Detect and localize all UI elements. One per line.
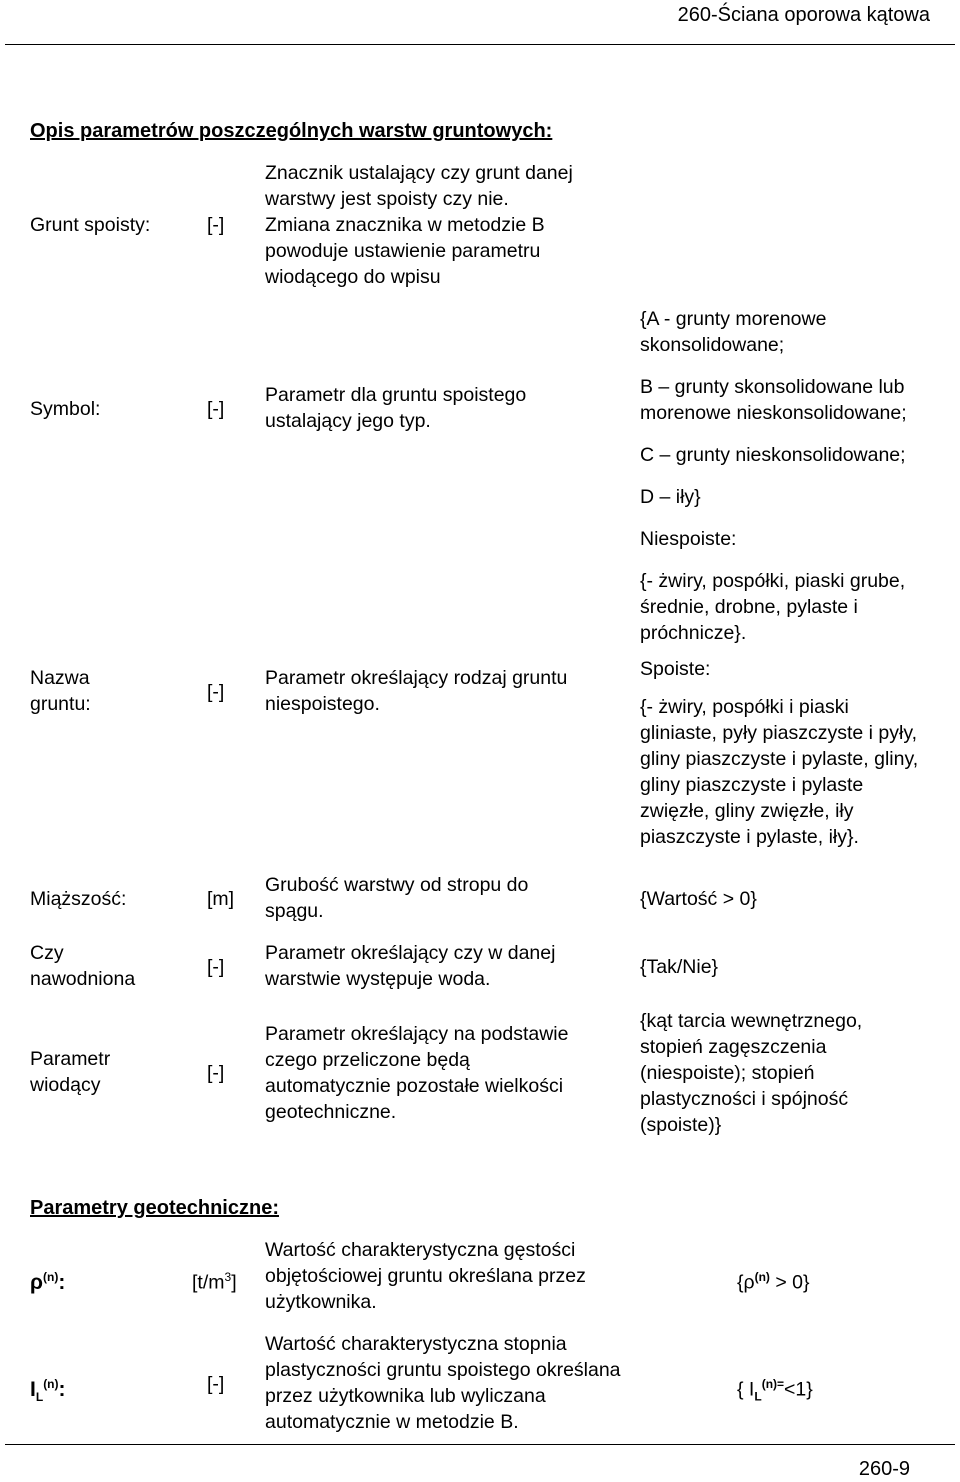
param-name: Miąższość: [30, 888, 127, 910]
footer-rule [5, 1444, 955, 1445]
param-unit: $[t/m^3]$ [192, 1270, 237, 1294]
density-symbol: $\rho^{(n)}$: [30, 1270, 66, 1294]
param-range: { $I_L^{(n)=}<1$} [737, 1377, 813, 1404]
param-unit: [-] [207, 398, 225, 420]
param-name: Czy nawodniona [30, 942, 136, 990]
param-description: Parametr dla gruntu spoistego ustalający jego typ. [265, 384, 527, 432]
param-range: {Tak/Nie} [640, 956, 719, 978]
page-number: 260-9 [858, 1458, 910, 1480]
param-unit: [-] [207, 214, 225, 236]
param-description: Parametr określający rodzaj gruntu niespoistego. [265, 667, 568, 715]
param-unit: [-] [207, 1373, 225, 1395]
param-name: Grunt spoisty: [30, 214, 151, 236]
plasticity-index-symbol: $I_L^{(n)}$: [30, 1377, 66, 1405]
param-name: Parametr wiodący [30, 1048, 111, 1096]
param-name: Symbol: [30, 398, 101, 420]
param-description: Grubość warstwy od stropu do spągu. [265, 874, 529, 922]
param-description: Parametr określający na podstawie czego przeliczone będą automatycznie pozostałe wielkości geotechniczne. [265, 1023, 569, 1123]
param-range: Niespoiste: {- żwiry, pospółki, piaski grube, średnie, drobne, pylaste i próchnicze}. Spoiste: {- żwiry, pospółki i piaski gliniaste, pyły piaszczyste i pyły, gliny piaszczyste i pylaste, gliny, gliny piaszczyste i pylaste zwięzłe, gliny zwięzłe, iły piaszczyste i pylaste, iły}. [640, 528, 919, 848]
param-range: {Wartość > 0} [640, 888, 757, 910]
running-header-title: 260-Ściana oporowa kątowa [677, 4, 930, 26]
param-unit: [-] [207, 956, 225, 978]
param-range: {A - grunty morenowe skonsolidowane; B – grunty skonsolidowane lub morenowe nieskonsolidowane; C – grunty nieskonsolidowane; D – iły} [640, 308, 907, 508]
header-rule [5, 44, 955, 45]
param-unit: [-] [207, 681, 225, 703]
param-description: Znacznik ustalający czy grunt danej warstwy jest spoisty czy nie. Zmiana znacznika w metodzie B powoduje ustawienie parametru wiodącego do wpisu [265, 162, 573, 288]
section-title-soil-layers: Opis parametrów poszczególnych warstw gruntowych: [30, 120, 553, 142]
param-unit: [m] [207, 888, 235, 910]
param-range: $\{\rho^{(n)} > 0\}$ [737, 1270, 810, 1294]
param-description: Parametr określający czy w danej warstwie występuje woda. [265, 942, 556, 990]
section-title-geotechnical: Parametry geotechniczne: [30, 1197, 279, 1219]
param-name: Nazwa gruntu: [30, 667, 91, 715]
param-description: Wartość charakterystyczna stopnia plastyczności gruntu spoistego określana przez użytkownika lub wyliczana automatycznie w metodzie B. [265, 1333, 621, 1433]
param-unit: [-] [207, 1062, 225, 1084]
param-description: Wartość charakterystyczna gęstości objętościowej gruntu określana przez użytkownika. [265, 1239, 586, 1313]
param-range: {kąt tarcia wewnętrznego, stopień zagęszczenia (niespoiste); stopień plastyczności i spójność (spoiste)} [640, 1010, 863, 1136]
